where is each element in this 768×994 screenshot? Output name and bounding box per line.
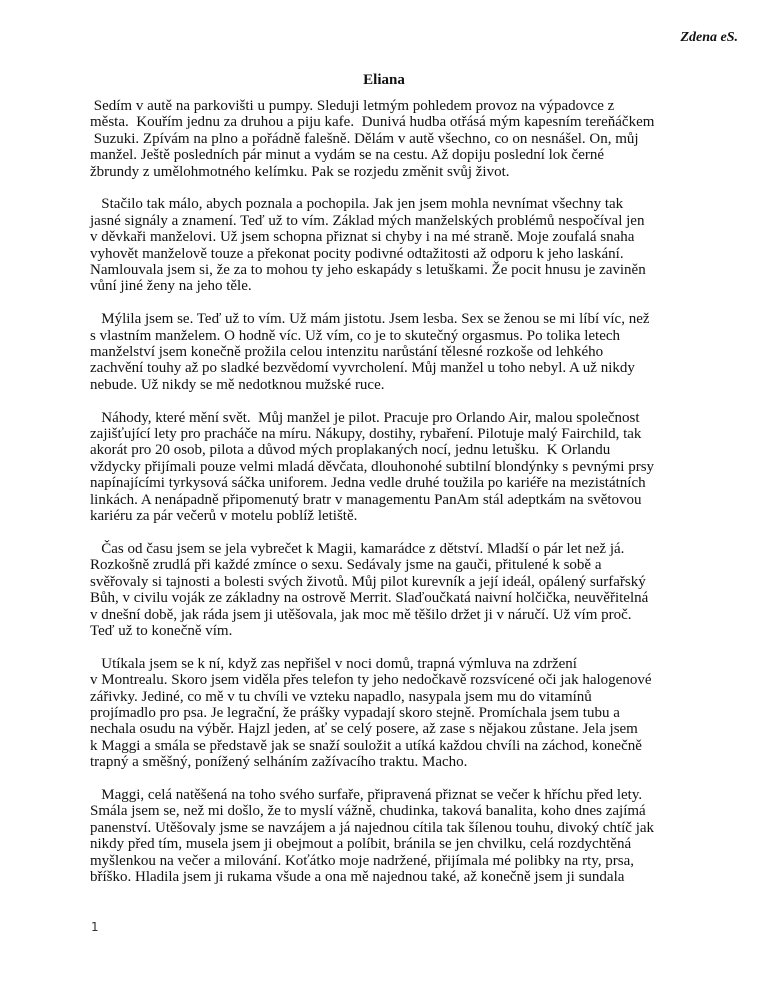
- text-line: Čas od času jsem se jela vybrečet k Magii, kamarádce z dětství. Mladší o pár let než já.: [90, 540, 625, 557]
- paragraph: [90, 311, 730, 393]
- text-line: Mýlila jsem se. Teď už to vím. Už mám jistotu. Jsem lesba. Sex se ženou se mi líbí víc, než: [90, 311, 650, 328]
- text-line: zachvění touhy až po sladké bezvědomí vyvrcholení. Můj manžel u toho nebyl. A už nikdy: [90, 360, 635, 377]
- text-line: myšlenkou na večer a milování. Koťátko moje nadržené, přijímala mé polibky na rty, prsa,: [90, 852, 635, 869]
- text-line: bříško. Hladila jsem ji rukama všude a ona mě najednou také, až konečně jsem ji sundala: [90, 869, 625, 885]
- text-line: nikdy před tím, musela jsem ji obejmout a políbit, bránila se jen chvilku, celá rozdychtěná: [90, 836, 632, 853]
- text-line: s vlastním manželem. O hodně víc. Už vím, co je to skutečný orgasmus. Po tolika letech: [90, 327, 621, 344]
- text-line: svěřovaly si tajnosti a bolesti svých životů. Můj pilot kurevník a její ideál, opálený surfařský: [90, 573, 646, 590]
- text-line: trapný a směšný, ponížený selháním zažívacího traktu. Macho.: [90, 754, 468, 771]
- text-line: Maggi, celá natěšená na toho svého surfaře, připravená přiznat se večer k hříchu před lety.: [90, 786, 643, 803]
- text-line: linkách. A nenápadně připomenutý bratr v managementu PanAm stál adeptkám na světovou: [90, 491, 642, 508]
- text-line: Smála jsem se, než mi došlo, že to myslí vážně, chudinka, taková banalita, koho dnes zajímá: [90, 803, 646, 820]
- text-line: manžel. Ještě posledních pár minut a vydám se na cestu. Až dopiju poslední lok černé: [90, 147, 605, 164]
- text-line: Sedím v autě na parkovišti u pumpy. Sleduji letmým pohledem provoz na výpadovce z: [90, 98, 615, 114]
- page-number: 1: [91, 920, 99, 934]
- text-line: v dnešní době, jak ráda jsem ji utěšovala, jak moc mě těšilo držet ji v náručí. Už vím proč.: [90, 606, 632, 623]
- text-line: vůní jiné ženy na jeho těle.: [90, 278, 252, 295]
- document-title: Eliana: [363, 72, 405, 88]
- text-line: Namlouvala jsem si, že za to mohou ty jeho eskapády s letuškami. Že pocit hnusu je zaviněn: [90, 262, 646, 279]
- text-line: v Montrealu. Skoro jsem viděla přes telefon ty jeho nedočkavě rozsvícené oči jak halogenové: [90, 672, 652, 689]
- text-line: zářivky. Jediné, co mě v tu chvíli ve vzteku napadlo, nasypala jsem mu do vitamínů: [90, 688, 592, 705]
- text-line: projímadlo pro psa. Je legrační, že prášky vypadají skoro stejně. Promíchala jsem tubu a: [90, 704, 620, 721]
- paragraph: [90, 98, 730, 180]
- text-line: Bůh, v civilu voják ze základny na ostrově Merrit. Slaďoučkatá naivní holčička, neuvěřitelná: [90, 590, 649, 607]
- paragraph: [90, 787, 730, 885]
- text-line: zajišťující lety pro pracháče na míru. Nákupy, dostihy, rybaření. Pilotuje malý Fairchild, tak: [90, 426, 642, 443]
- text-line: nebude. Už nikdy se mě nedotknou mužské ruce.: [90, 376, 385, 393]
- text-line: žbrundy z umělohmotného kelímku. Pak se rozjedu změnit svůj život.: [90, 163, 510, 180]
- text-line: Suzuki. Zpívám na plno a pořádně falešně. Dělám v autě všechno, co on nesnášel. On, můj: [90, 130, 639, 147]
- text-line: kariéru za pár večerů v motelu poblíž letiště.: [90, 508, 358, 525]
- paragraph: [90, 410, 730, 525]
- text-line: akorát pro 20 osob, pilota a důvod mých proplakaných nocí, jednu letušku. K Orlandu: [90, 442, 611, 459]
- paragraph: [90, 196, 730, 294]
- text-line: vyhovět manželově touze a překonat pocity podivné odtažitosti až odporu k jeho laskání.: [90, 245, 624, 262]
- text-line: manželství jsem konečně prožila celou intenzitu narůstání tělesné rozkoše od lehkého: [90, 344, 604, 361]
- author-header: Zdena eS.: [680, 30, 738, 45]
- document-body: [90, 98, 730, 902]
- text-line: jasné signály a znamení. Teď už to vím. Základ mých manželských problémů nespočíval jen: [90, 212, 645, 229]
- text-line: nechala osudu na výběr. Hajzl jeden, ať se celý posere, až zase s nějakou zůstane. Jela jsem: [90, 721, 638, 738]
- text-line: Stačilo tak málo, abych poznala a pochopila. Jak jen jsem mohla nevnímat všechny tak: [90, 196, 624, 213]
- text-line: panenství. Utěšovaly jsme se navzájem a já najednou cítila tak šílenou touhu, divoký chtíč jak: [90, 819, 655, 836]
- text-line: Rozkošně zrudlá při každé zmínce o sexu. Sedávaly jsme na gauči, přitulené k sobě a: [90, 557, 602, 574]
- text-line: Náhody, které mění svět. Můj manžel je pilot. Pracuje pro Orlando Air, malou společnost: [90, 409, 640, 426]
- paragraph: [90, 541, 730, 639]
- paragraph: [90, 656, 730, 771]
- text-line: v děvkaři manželovi. Už jsem schopna přiznat si chyby i na mé straně. Moje zoufalá snaha: [90, 229, 635, 246]
- text-line: napínajícími tyrkysová sáčka uniforem. Jedna vedle druhé toužila po kariéře na mezistátních: [90, 475, 646, 492]
- text-line: Utíkala jsem se k ní, když zas nepřišel v noci domů, trapná výmluva na zdržení: [90, 655, 577, 672]
- text-line: Teď už to konečně vím.: [90, 622, 233, 639]
- text-line: vždycky přijímali pouze velmi mladá děvčata, dlouhonohé subtilní blondýnky s pevnými prsy: [90, 458, 655, 475]
- text-line: k Maggi a smála se představě jak se snaží souložit a utíká každou chvíli na záchod, konečně: [90, 737, 642, 754]
- text-line: města. Kouřím jednu za druhou a piju kafe. Dunivá hudba otřásá mým kapesním tereňáčkem: [90, 114, 655, 131]
